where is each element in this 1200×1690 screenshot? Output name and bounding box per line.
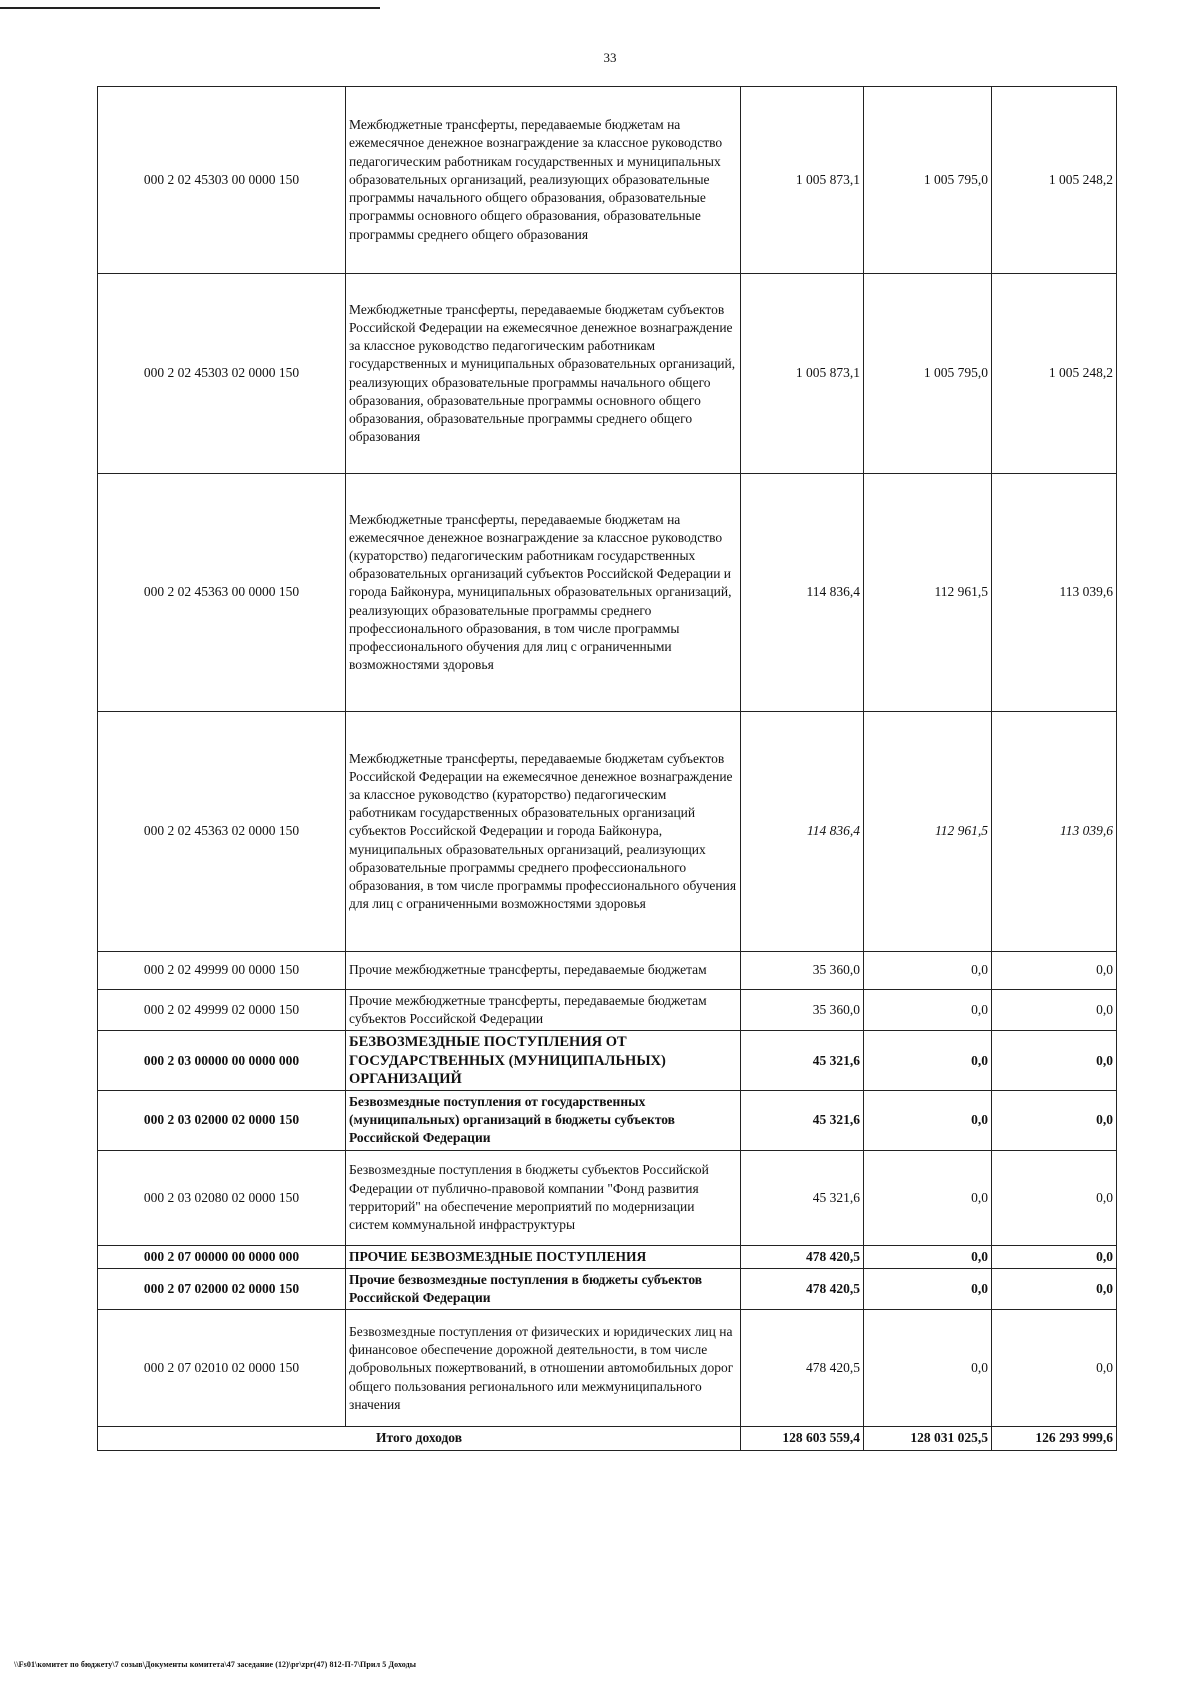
value-year-2: 0,0 bbox=[864, 1150, 992, 1245]
value-year-2: 112 961,5 bbox=[864, 712, 992, 952]
budget-code: 000 2 07 02010 02 0000 150 bbox=[98, 1310, 346, 1427]
total-row bbox=[98, 1427, 1117, 1450]
budget-code: 000 2 02 49999 02 0000 150 bbox=[98, 990, 346, 1031]
revenue-name: Прочие межбюджетные трансферты, передаваемые бюджетам субъектов Российской Федерации bbox=[346, 990, 741, 1031]
value-year-2: 0,0 bbox=[864, 1310, 992, 1427]
value-year-1: 478 420,5 bbox=[741, 1245, 864, 1268]
table-row bbox=[98, 712, 1117, 952]
value-year-1: 45 321,6 bbox=[741, 1090, 864, 1150]
value-year-1: 35 360,0 bbox=[741, 990, 864, 1031]
revenue-table bbox=[97, 86, 1117, 1451]
budget-code: 000 2 02 49999 00 0000 150 bbox=[98, 952, 346, 990]
revenue-name: Межбюджетные трансферты, передаваемые бюджетам субъектов Российской Федерации на ежемесячное денежное вознаграждение за классное руководство (кураторство) педагогическим работникам государственных образовательных организаций субъектов Российской Федерации и города Байконура, муниципальных образовательных организаций, реализующих образовательные программы среднего профессионального образования, в том числе программы профессионального обучения для лиц с ограниченными возможностями здоровья bbox=[346, 712, 741, 952]
table-row bbox=[98, 952, 1117, 990]
value-year-2: 0,0 bbox=[864, 1269, 992, 1310]
value-year-2: 0,0 bbox=[864, 1245, 992, 1268]
budget-code: 000 2 07 02000 02 0000 150 bbox=[98, 1269, 346, 1310]
page-number: 33 bbox=[603, 50, 617, 65]
table-row bbox=[98, 990, 1117, 1031]
value-year-1: 45 321,6 bbox=[741, 1150, 864, 1245]
table-row bbox=[98, 1150, 1117, 1245]
table-row bbox=[98, 1269, 1117, 1310]
table-row bbox=[98, 1031, 1117, 1090]
revenue-name: Безвозмездные поступления от государственных (муниципальных) организаций в бюджеты субъектов Российской Федерации bbox=[346, 1090, 741, 1150]
value-year-3: 0,0 bbox=[992, 1269, 1117, 1310]
total-year-1: 128 603 559,4 bbox=[741, 1427, 864, 1450]
value-year-3: 113 039,6 bbox=[992, 712, 1117, 952]
value-year-1: 114 836,4 bbox=[741, 474, 864, 712]
budget-code: 000 2 02 45363 00 0000 150 bbox=[98, 474, 346, 712]
file-path-footer: \\Fs01\комитет по бюджету\7 созыв\Документы комитета\47 заседание (12)\pr\zpr(47) 812-П-7\Прил 5 Доходы bbox=[14, 1660, 417, 1669]
budget-code: 000 2 03 02080 02 0000 150 bbox=[98, 1150, 346, 1245]
table-row bbox=[98, 1245, 1117, 1268]
budget-code: 000 2 03 02000 02 0000 150 bbox=[98, 1090, 346, 1150]
revenue-name: Безвозмездные поступления в бюджеты субъектов Российской Федерации от публично-правовой компании "Фонд развития территорий" на обеспечение мероприятий по модернизации систем коммунальной инфраструктуры bbox=[346, 1150, 741, 1245]
revenue-name: Безвозмездные поступления от физических и юридических лиц на финансовое обеспечение дорожной деятельности, в том числе добровольных пожертвований, в отношении автомобильных дорог общего пользования регионального или межмуниципального значения bbox=[346, 1310, 741, 1427]
table-row bbox=[98, 474, 1117, 712]
value-year-2: 0,0 bbox=[864, 1090, 992, 1150]
value-year-1: 35 360,0 bbox=[741, 952, 864, 990]
value-year-2: 0,0 bbox=[864, 1031, 992, 1090]
budget-code: 000 2 02 45303 00 0000 150 bbox=[98, 87, 346, 274]
total-year-3: 126 293 999,6 bbox=[992, 1427, 1117, 1450]
table-row bbox=[98, 274, 1117, 474]
value-year-3: 0,0 bbox=[992, 1031, 1117, 1090]
total-label: Итого доходов bbox=[98, 1427, 741, 1450]
value-year-1: 114 836,4 bbox=[741, 712, 864, 952]
value-year-1: 1 005 873,1 bbox=[741, 87, 864, 274]
value-year-3: 0,0 bbox=[992, 990, 1117, 1031]
value-year-1: 478 420,5 bbox=[741, 1310, 864, 1427]
value-year-2: 1 005 795,0 bbox=[864, 274, 992, 474]
value-year-1: 45 321,6 bbox=[741, 1031, 864, 1090]
value-year-3: 0,0 bbox=[992, 1310, 1117, 1427]
value-year-1: 1 005 873,1 bbox=[741, 274, 864, 474]
revenue-name: БЕЗВОЗМЕЗДНЫЕ ПОСТУПЛЕНИЯ ОТ ГОСУДАРСТВЕННЫХ (МУНИЦИПАЛЬНЫХ) ОРГАНИЗАЦИЙ bbox=[346, 1031, 741, 1090]
budget-code: 000 2 02 45303 02 0000 150 bbox=[98, 274, 346, 474]
table-row bbox=[98, 1090, 1117, 1150]
value-year-3: 113 039,6 bbox=[992, 474, 1117, 712]
value-year-2: 1 005 795,0 bbox=[864, 87, 992, 274]
value-year-3: 0,0 bbox=[992, 952, 1117, 990]
table-row bbox=[98, 1310, 1117, 1427]
top-rule bbox=[0, 7, 380, 9]
value-year-3: 1 005 248,2 bbox=[992, 274, 1117, 474]
total-year-2: 128 031 025,5 bbox=[864, 1427, 992, 1450]
value-year-2: 112 961,5 bbox=[864, 474, 992, 712]
value-year-2: 0,0 bbox=[864, 990, 992, 1031]
value-year-3: 0,0 bbox=[992, 1150, 1117, 1245]
value-year-1: 478 420,5 bbox=[741, 1269, 864, 1310]
budget-code: 000 2 02 45363 02 0000 150 bbox=[98, 712, 346, 952]
revenue-name: Прочие безвозмездные поступления в бюджеты субъектов Российской Федерации bbox=[346, 1269, 741, 1310]
budget-code: 000 2 03 00000 00 0000 000 bbox=[98, 1031, 346, 1090]
revenue-name: Прочие межбюджетные трансферты, передаваемые бюджетам bbox=[346, 952, 741, 990]
value-year-3: 0,0 bbox=[992, 1245, 1117, 1268]
revenue-name: Межбюджетные трансферты, передаваемые бюджетам на ежемесячное денежное вознаграждение за классное руководство педагогическим работникам государственных и муниципальных образовательных организаций, реализующих образовательные программы начального общего образования, образовательные программы основного общего образования, образовательные программы среднего общего образования bbox=[346, 87, 741, 274]
revenue-name: Межбюджетные трансферты, передаваемые бюджетам субъектов Российской Федерации на ежемесячное денежное вознаграждение за классное руководство педагогическим работникам государственных и муниципальных образовательных организаций, реализующих образовательные программы начального общего образования, образовательные программы основного общего образования, образовательные программы среднего общего образования bbox=[346, 274, 741, 474]
budget-code: 000 2 07 00000 00 0000 000 bbox=[98, 1245, 346, 1268]
revenue-name: Межбюджетные трансферты, передаваемые бюджетам на ежемесячное денежное вознаграждение за классное руководство (кураторство) педагогическим работникам государственных образовательных организаций субъектов Российской Федерации и города Байконура, муниципальных образовательных организаций, реализующих образовательные программы среднего профессионального образования, в том числе программы профессионального обучения для лиц с ограниченными возможностями здоровья bbox=[346, 474, 741, 712]
table-row bbox=[98, 87, 1117, 274]
value-year-2: 0,0 bbox=[864, 952, 992, 990]
value-year-3: 1 005 248,2 bbox=[992, 87, 1117, 274]
value-year-3: 0,0 bbox=[992, 1090, 1117, 1150]
revenue-name: ПРОЧИЕ БЕЗВОЗМЕЗДНЫЕ ПОСТУПЛЕНИЯ bbox=[346, 1245, 741, 1268]
